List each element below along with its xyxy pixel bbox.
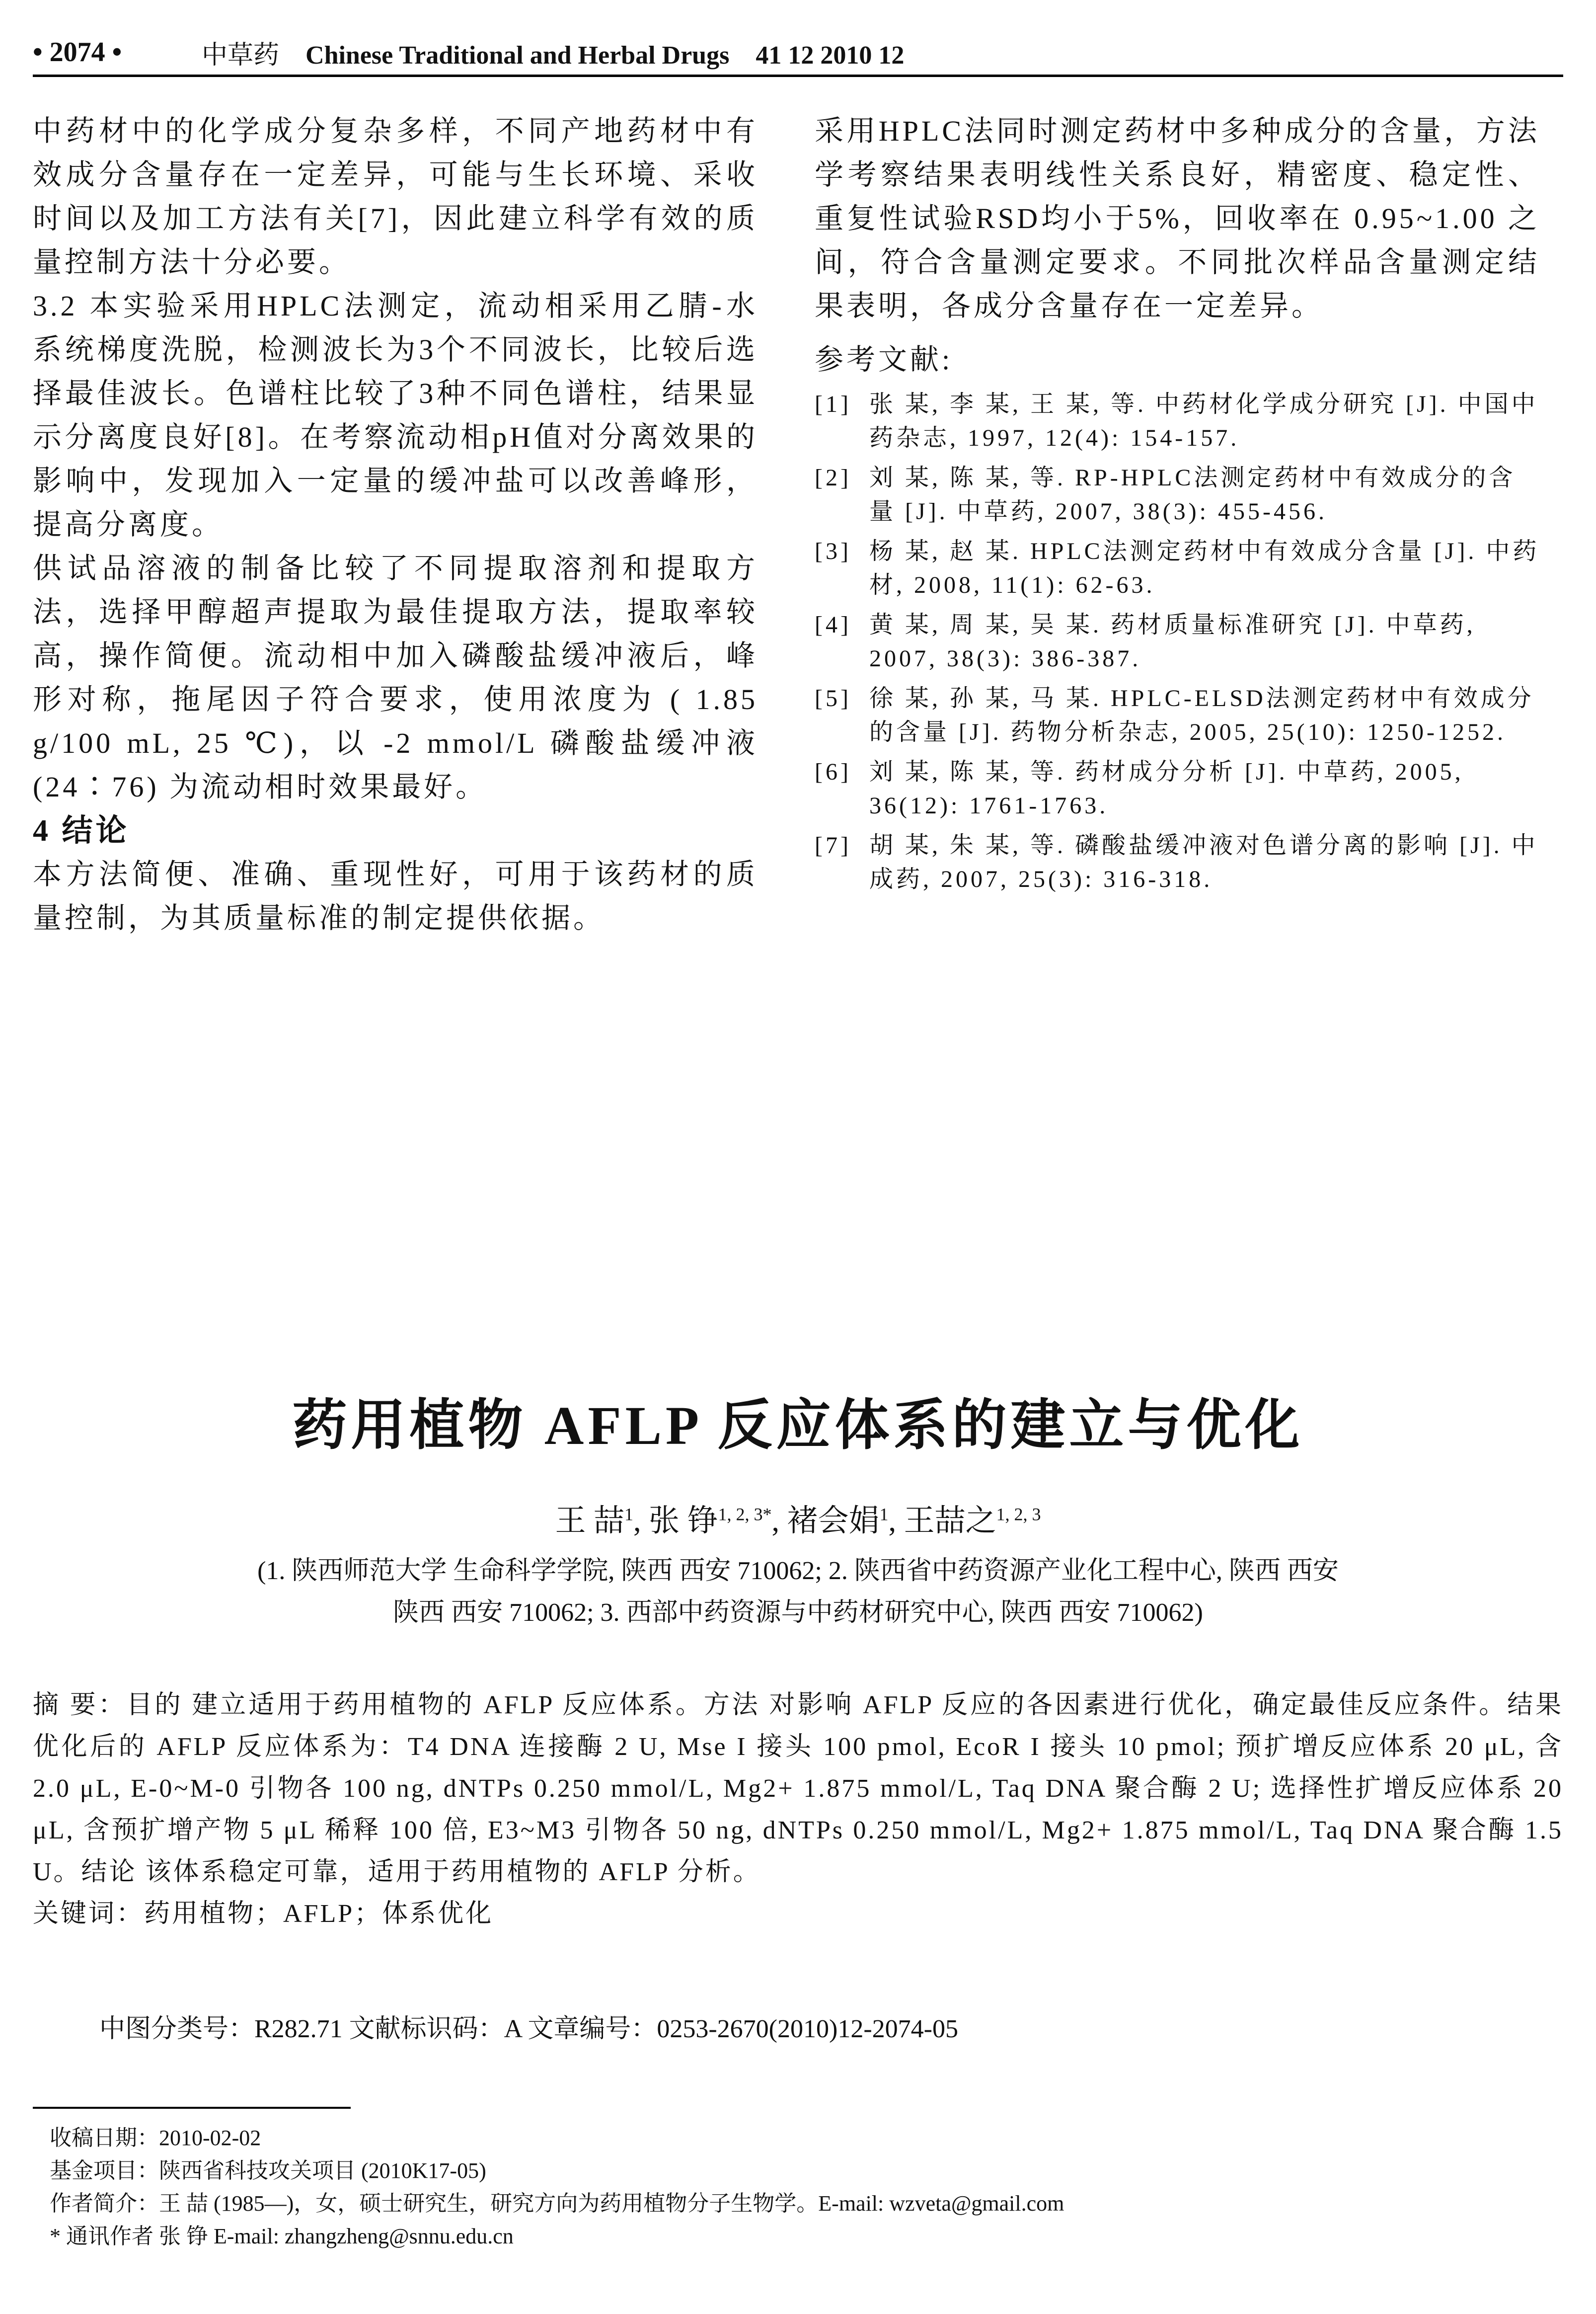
reference-number: [2] — [815, 465, 851, 491]
reference-item — [815, 535, 1540, 602]
reference-item — [815, 682, 1540, 749]
page-number: • 2074 • — [33, 37, 122, 68]
reference-item — [815, 461, 1540, 529]
journal-issue: 41 12 2010 12 — [756, 41, 905, 70]
classification-number: 中图分类号：R282.71 文献标识码：A 文章编号：0253-2670(2010)12-2074-05 — [99, 2015, 958, 2043]
footnote-author-bio: 作者简介：王 喆 (1985—)，女，硕士研究生，研究方向为药用植物分子生物学。E-mail: wzveta@gmail.com — [50, 2191, 1064, 2216]
body-paragraph: 3.2 本实验采用HPLC法测定，流动相采用乙腈-水系统梯度洗脱，检测波长为3个不同波长，比较后选择最佳波长。色谱柱比较了3种不同色谱柱，结果显示分离度良好[8]。在考察流动相pH值对分离效果的影响中，发现加入一定量的缓冲盐可以改善峰形，提高分离度。 — [33, 290, 758, 541]
keywords: 关键词：药用植物；AFLP；体系优化 — [33, 1900, 494, 1928]
footnotes — [50, 2122, 1563, 2253]
reference-list — [815, 388, 1540, 896]
author-name: 王 喆 — [555, 1504, 624, 1538]
affiliation-line: 陕西 西安 710062; 3. 西部中药资源与中药材研究中心, 陕西 西安 710062) — [393, 1598, 1203, 1627]
reference-number: [4] — [815, 612, 851, 638]
reference-text: 杨 某, 赵 某. HPLC法测定药材中有效成分含量 [J]. 中药材, 2008, 11(1): 62-63. — [869, 538, 1540, 598]
reference-number: [7] — [815, 832, 851, 859]
article-title: 药用植物 AFLP 反应体系的建立与优化 — [292, 1395, 1304, 1456]
body-paragraph: 中药材中的化学成分复杂多样，不同产地药材中有效成分含量存在一定差异，可能与生长环境、采收时间以及加工方法有关[7]，因此建立科学有效的质量控制方法十分必要。 — [33, 115, 758, 278]
reference-text: 徐 某, 孙 某, 马 某. HPLC-ELSD法测定药材中有效成分的含量 [J]. 药物分析杂志, 2005, 25(10): 1250-1252. — [869, 685, 1534, 745]
journal-name — [202, 34, 904, 71]
reference-item — [815, 829, 1540, 896]
abstract-text: 摘 要：目的 建立适用于药用植物的 AFLP 反应体系。方法 对影响 AFLP 反应的各因素进行优化，确定最佳反应条件。结果 优化后的 AFLP 反应体系为：T4 DNA 连接酶 2 U, Mse I 接头 100 pmol, EcoR I 接头 10 pmol; 预扩增反应体系 20 μL, 含 2.0 μL, E-0~M-0 引物各 100 ng, dNTPs 0.250 mmol/L, Mg2+ 1.875 mmol/L, Taq DNA 聚合酶 2 U; 选择性扩增反应体系 20 μL, 含预扩增产物 5 μL 稀释 100 倍, E3~M3 引物各 50 ng, dNTPs 0.250 mmol/L, Mg2+ 1.875 mmol/L, Taq DNA 聚合酶 1.5 U。结论 该体系稳定可靠，适用于药用植物的 AFLP 分析。 — [33, 1691, 1563, 1886]
author-affil-mark: 1 — [879, 1504, 889, 1524]
reference-text: 刘 某, 陈 某, 等. 药材成分分析 [J]. 中草药, 2005, 36(12): 1761-1763. — [869, 759, 1464, 819]
author-name: 张 铮 — [648, 1504, 718, 1538]
author-name: 褚会娟 — [787, 1504, 880, 1538]
reference-text: 刘 某, 陈 某, 等. RP-HPLC法测定药材中有效成分的含量 [J]. 中草药, 2007, 38(3): 455-456. — [869, 465, 1516, 525]
reference-number: [5] — [815, 685, 851, 712]
affiliation-line: (1. 陕西师范大学 生命科学学院, 陕西 西安 710062; 2. 陕西省中药资源产业化工程中心, 陕西 西安 — [257, 1557, 1339, 1585]
reference-text: 黄 某, 周 某, 吴 某. 药材质量标准研究 [J]. 中草药, 2007, 38(3): 386-387. — [869, 612, 1476, 672]
reference-number: [6] — [815, 759, 851, 785]
references-title: 参考文献: — [815, 343, 953, 376]
footnote-divider — [33, 2107, 351, 2109]
author-name: 王喆之 — [904, 1504, 996, 1538]
reference-item — [815, 608, 1540, 676]
author-affil-mark: 1, 2, 3* — [718, 1504, 772, 1524]
reference-number: [3] — [815, 538, 851, 564]
author-affil-mark: 1, 2, 3 — [996, 1504, 1041, 1524]
abstract — [33, 1684, 1563, 1935]
body-paragraph: 采用HPLC法同时测定药材中多种成分的含量，方法学考察结果表明线性关系良好，精密度、稳定性、重复性试验RSD均小于5%，回收率在 0.95~1.00 之间，符合含量测定要求。不同批次样品含量测定结果表明，各成分含量存在一定差异。 — [815, 115, 1540, 322]
journal-name-en: Chinese Traditional and Herbal Drugs — [305, 41, 730, 70]
journal-name-cn: 中草药 — [202, 41, 280, 70]
section-heading: 4 结论 — [33, 814, 130, 848]
affiliations — [33, 1550, 1563, 1634]
footnote-received: 收稿日期：2010-02-02 — [50, 2126, 261, 2150]
body-paragraph: 供试品溶液的制备比较了不同提取溶剂和提取方法，选择甲醇超声提取为最佳提取方法，提取率较高，操作简便。流动相中加入磷酸盐缓冲液后，峰形对称，拖尾因子符合要求，使用浓度为 ( 1.85 g/100 mL, 25 ℃)，以 -2 mmol/L 磷酸盐缓冲液 (24∶76) 为流动相时效果最好。 — [33, 552, 758, 803]
footnote-corresponding: * 通讯作者 张 铮 E-mail: zhangzheng@snnu.edu.cn — [50, 2224, 514, 2248]
reference-item — [815, 755, 1540, 823]
left-column — [33, 109, 758, 940]
reference-text: 张 某, 李 某, 王 某, 等. 中药材化学成分研究 [J]. 中国中药杂志, 1997, 12(4): 154-157. — [869, 391, 1538, 451]
reference-text: 胡 某, 朱 某, 等. 磷酸盐缓冲液对色谱分离的影响 [J]. 中成药, 2007, 25(3): 316-318. — [869, 832, 1538, 892]
reference-number: [1] — [815, 391, 851, 417]
author-affil-mark: 1 — [624, 1504, 633, 1524]
page-header — [33, 30, 1563, 77]
footnote-funding: 基金项目：陕西省科技攻关项目 (2010K17-05) — [50, 2158, 486, 2183]
right-column — [815, 109, 1540, 896]
body-paragraph: 本方法简便、准确、重现性好，可用于该药材的质量控制，为其质量标准的制定提供依据。 — [33, 858, 758, 934]
author-list: 王 喆$^1$, 张 铮$^{1, 2, 3*}$, 褚会娟$^1$, 王喆之$^{1, 2, 3}$ — [555, 1504, 1041, 1538]
reference-item — [815, 388, 1540, 455]
